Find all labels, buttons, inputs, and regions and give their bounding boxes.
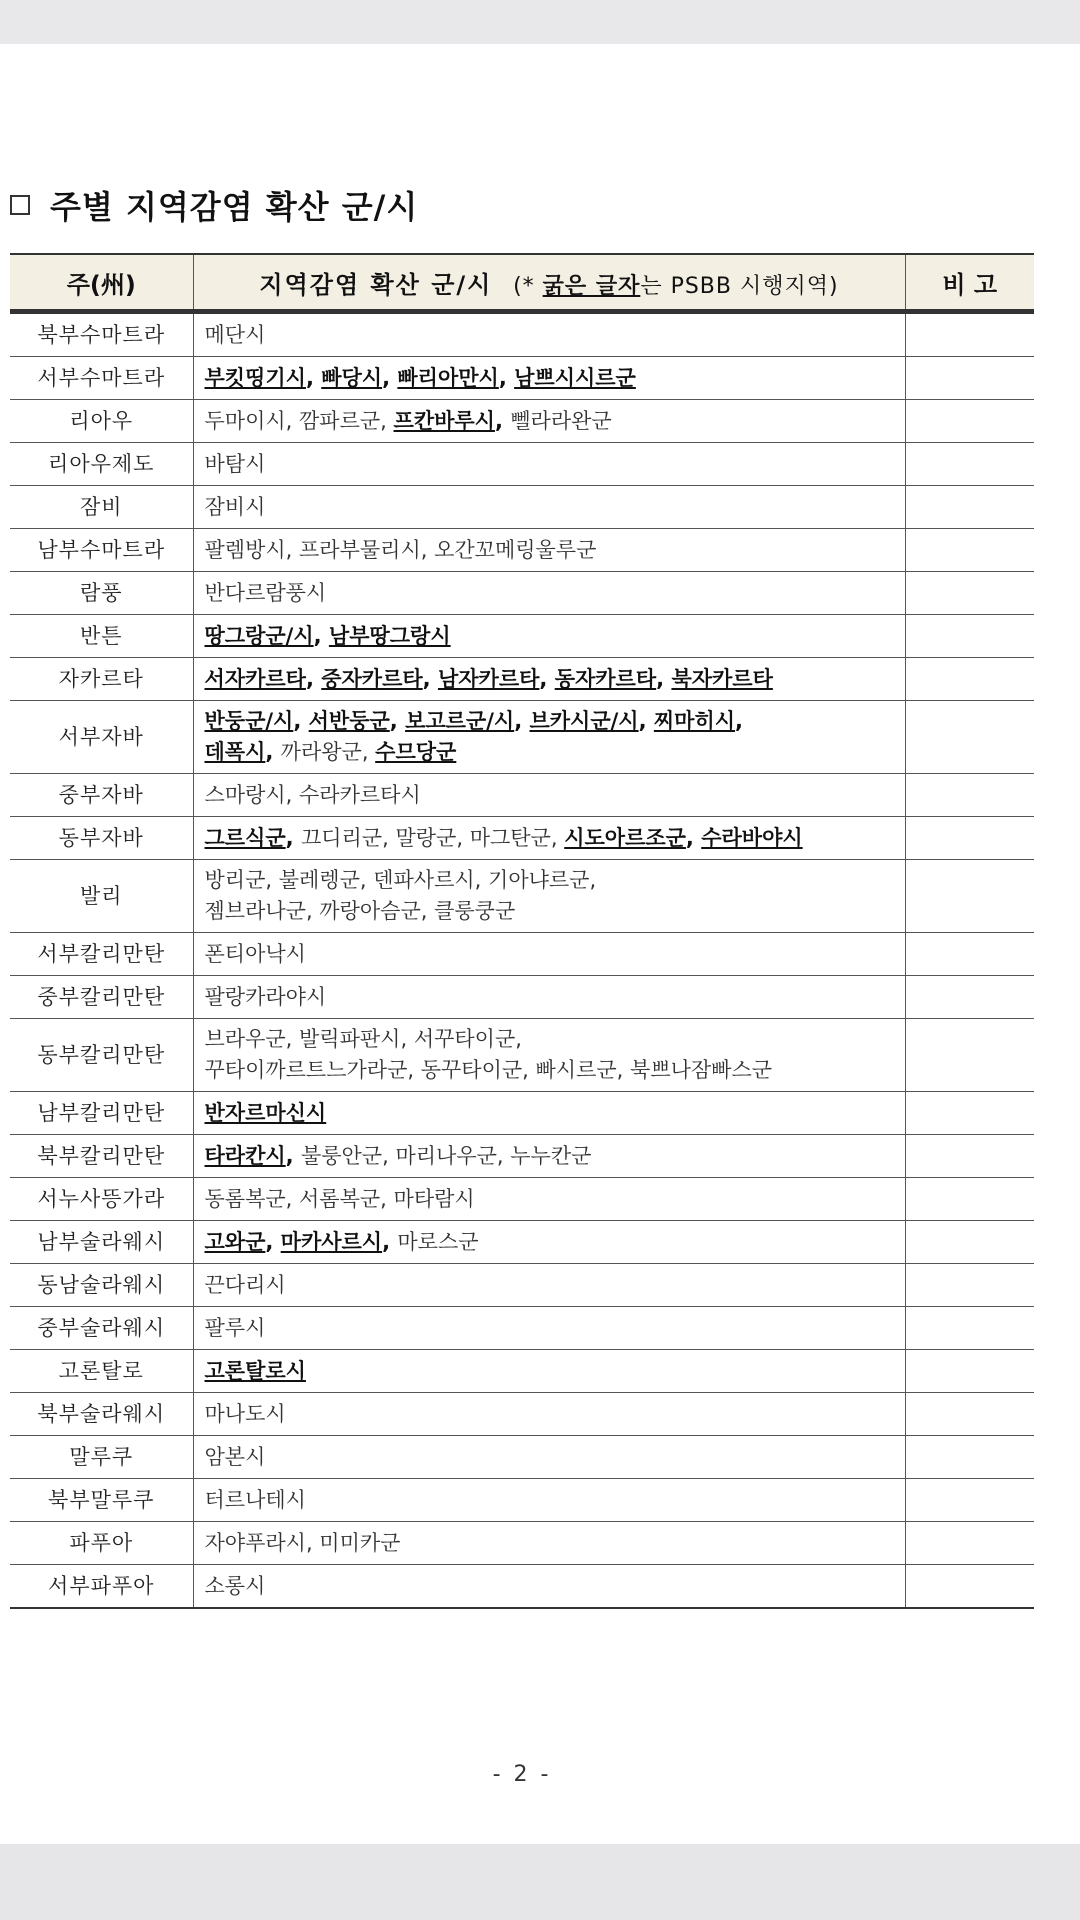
table-row xyxy=(10,400,1034,443)
psbb-city: 빠당시, xyxy=(321,365,398,390)
header-note-bold: 굵은 글자 xyxy=(542,273,641,299)
cities-cell xyxy=(193,976,905,1019)
viewer-bottom-bar xyxy=(0,1844,1080,1920)
province-cell: 서부자바 xyxy=(10,701,193,774)
table-body xyxy=(10,312,1034,1609)
psbb-city: 데폭시, xyxy=(204,740,281,764)
city: 동롬복군, xyxy=(204,1186,300,1211)
province-cell: 고론탈로 xyxy=(10,1350,193,1393)
city: 젬브라나군, xyxy=(204,899,320,923)
city: 서롬복군, xyxy=(299,1186,394,1211)
cities-cell xyxy=(193,1019,905,1092)
table-row xyxy=(10,1019,1034,1092)
psbb-city: 중자카르타, xyxy=(321,666,438,691)
city: 깜파르군, xyxy=(299,408,394,433)
table-row xyxy=(10,1092,1034,1135)
table-row xyxy=(10,615,1034,658)
province-cell: 리아우 xyxy=(10,400,193,443)
psbb-city: 동자카르타, xyxy=(554,666,672,691)
province-cell: 람풍 xyxy=(10,572,193,615)
psbb-city: 북자카르타 xyxy=(671,666,773,691)
city: 바탐시 xyxy=(204,451,266,476)
psbb-city: 반자르마신시 xyxy=(204,1100,327,1125)
cities-cell xyxy=(193,658,905,701)
remarks-cell xyxy=(905,1522,1034,1565)
section-heading xyxy=(10,182,418,228)
psbb-city: 타라칸시, xyxy=(204,1143,301,1168)
psbb-city: 그르식군, xyxy=(204,825,301,850)
psbb-city: 고론탈로시 xyxy=(204,1358,306,1383)
province-cell: 중부자바 xyxy=(10,774,193,817)
remarks-cell xyxy=(905,400,1034,443)
header-cities-label: 지역감염 확산 군/시 xyxy=(259,270,493,299)
psbb-city: 수므당군 xyxy=(375,740,457,764)
city: 말랑군, xyxy=(395,825,470,850)
remarks-cell xyxy=(905,1221,1034,1264)
table-row xyxy=(10,933,1034,976)
psbb-city: 시도아르조군, xyxy=(564,825,702,850)
city: 불룽안군, xyxy=(300,1143,396,1168)
province-cell: 남부술라웨시 xyxy=(10,1221,193,1264)
cities-cell xyxy=(193,400,905,443)
psbb-city: 찌마히시, xyxy=(653,709,744,733)
city: 마타람시 xyxy=(393,1186,475,1211)
table-row xyxy=(10,976,1034,1019)
city: 팔랑카라야시 xyxy=(204,984,327,1009)
table-row xyxy=(10,1178,1034,1221)
city: 팔렘방시, xyxy=(204,537,300,562)
province-cell: 남부칼리만탄 xyxy=(10,1092,193,1135)
cities-cell xyxy=(193,572,905,615)
city: 두마이시, xyxy=(204,408,300,433)
psbb-city: 보고르군/시, xyxy=(405,709,530,733)
remarks-cell xyxy=(905,1479,1034,1522)
cities-cell xyxy=(193,1565,905,1609)
city: 서꾸타이군, xyxy=(413,1027,522,1051)
cities-cell xyxy=(193,1178,905,1221)
cities-cell xyxy=(193,312,905,357)
table-row xyxy=(10,312,1034,357)
cities-cell xyxy=(193,1307,905,1350)
table-row xyxy=(10,1479,1034,1522)
city: 마그탄군, xyxy=(469,825,565,850)
psbb-city: 부킷띵기시, xyxy=(204,365,322,390)
city: 폰티아낙시 xyxy=(204,941,306,966)
table-row xyxy=(10,1307,1034,1350)
table-row xyxy=(10,860,1034,933)
province-cell: 발리 xyxy=(10,860,193,933)
province-cell: 서부파푸아 xyxy=(10,1565,193,1609)
cities-cell xyxy=(193,357,905,400)
cities-cell xyxy=(193,1393,905,1436)
remarks-cell xyxy=(905,1436,1034,1479)
city: 프라부물리시, xyxy=(299,537,435,562)
city: 동꾸타이군, xyxy=(420,1058,536,1082)
table-row xyxy=(10,701,1034,774)
header-cities xyxy=(193,254,905,312)
remarks-cell xyxy=(905,1350,1034,1393)
empty-checkbox-icon xyxy=(10,195,30,215)
table-row xyxy=(10,443,1034,486)
table-row xyxy=(10,486,1034,529)
city: 소롱시 xyxy=(204,1573,266,1598)
city: 발릭파판시, xyxy=(299,1027,414,1051)
psbb-city: 땅그랑군/시, xyxy=(204,623,329,648)
city: 방리군, xyxy=(204,868,279,892)
province-cell: 중부술라웨시 xyxy=(10,1307,193,1350)
psbb-city: 수라바야시 xyxy=(701,825,803,850)
province-cell: 리아우제도 xyxy=(10,443,193,486)
remarks-cell xyxy=(905,357,1034,400)
province-cell: 중부칼리만탄 xyxy=(10,976,193,1019)
remarks-cell xyxy=(905,658,1034,701)
table-row xyxy=(10,1350,1034,1393)
province-cell: 말루쿠 xyxy=(10,1436,193,1479)
psbb-city: 빠리아만시, xyxy=(397,365,515,390)
header-note: (* 굵은 글자는 PSBB 시행지역) xyxy=(513,273,839,299)
cities-cell xyxy=(193,486,905,529)
city: 미미카군 xyxy=(319,1530,401,1555)
cities-cell xyxy=(193,933,905,976)
cities-cell xyxy=(193,701,905,774)
city: 까라왕군, xyxy=(280,740,376,764)
city: 마나도시 xyxy=(204,1401,286,1426)
city: 기아냐르군, xyxy=(488,868,597,892)
province-cell: 동부칼리만탄 xyxy=(10,1019,193,1092)
psbb-city: 남자카르타, xyxy=(437,666,555,691)
remarks-cell xyxy=(905,572,1034,615)
cities-cell xyxy=(193,774,905,817)
remarks-cell xyxy=(905,1307,1034,1350)
psbb-city: 마카사르시, xyxy=(280,1229,398,1254)
city: 끈다리시 xyxy=(204,1272,286,1297)
remarks-cell xyxy=(905,774,1034,817)
province-cell: 동부자바 xyxy=(10,817,193,860)
table-row xyxy=(10,1565,1034,1609)
province-cell: 북부술라웨시 xyxy=(10,1393,193,1436)
city: 누누칸군 xyxy=(510,1143,592,1168)
city: 잠비시 xyxy=(204,494,266,519)
cities-cell xyxy=(193,817,905,860)
city: 암본시 xyxy=(204,1444,266,1469)
remarks-cell xyxy=(905,1019,1034,1092)
remarks-cell xyxy=(905,976,1034,1019)
province-cell: 북부말루쿠 xyxy=(10,1479,193,1522)
remarks-cell xyxy=(905,443,1034,486)
city: 덴파사르시, xyxy=(373,868,489,892)
cities-cell xyxy=(193,443,905,486)
province-cell: 서부수마트라 xyxy=(10,357,193,400)
cities-cell xyxy=(193,1092,905,1135)
remarks-cell xyxy=(905,529,1034,572)
infection-region-table xyxy=(10,253,1034,1609)
table-row xyxy=(10,1135,1034,1178)
cities-cell xyxy=(193,1221,905,1264)
city: 반다르람풍시 xyxy=(204,580,327,605)
province-cell: 잠비 xyxy=(10,486,193,529)
header-remarks: 비 고 xyxy=(905,254,1034,312)
header-province: 주(州) xyxy=(10,254,193,312)
psbb-city: 남부땅그랑시 xyxy=(328,623,451,648)
cities-cell xyxy=(193,1135,905,1178)
cities-cell xyxy=(193,1522,905,1565)
province-cell: 서누사뜽가라 xyxy=(10,1178,193,1221)
table-row xyxy=(10,1221,1034,1264)
province-cell: 반튼 xyxy=(10,615,193,658)
psbb-city: 반둥군/시, xyxy=(204,709,309,733)
province-cell: 서부칼리만탄 xyxy=(10,933,193,976)
province-cell: 북부칼리만탄 xyxy=(10,1135,193,1178)
cities-cell xyxy=(193,1350,905,1393)
remarks-cell xyxy=(905,1092,1034,1135)
city: 마로스군 xyxy=(397,1229,479,1254)
remarks-cell xyxy=(905,615,1034,658)
city: 꾸타이까르트느가라군, xyxy=(204,1058,421,1082)
remarks-cell xyxy=(905,817,1034,860)
cities-cell xyxy=(193,860,905,933)
psbb-city: 프칸바루시, xyxy=(393,408,511,433)
table-row xyxy=(10,357,1034,400)
city: 터르나테시 xyxy=(204,1487,306,1512)
table-row xyxy=(10,1436,1034,1479)
psbb-city: 고와군, xyxy=(204,1229,281,1254)
remarks-cell xyxy=(905,486,1034,529)
remarks-cell xyxy=(905,312,1034,357)
city: 오간꼬메링울루군 xyxy=(434,537,597,562)
cities-cell xyxy=(193,1479,905,1522)
remarks-cell xyxy=(905,860,1034,933)
city: 자야푸라시, xyxy=(204,1530,320,1555)
table-row xyxy=(10,774,1034,817)
psbb-city: 서자카르타, xyxy=(204,666,322,691)
remarks-cell xyxy=(905,1565,1034,1609)
province-cell: 남부수마트라 xyxy=(10,529,193,572)
city: 까랑아슴군, xyxy=(319,899,435,923)
province-cell: 북부수마트라 xyxy=(10,312,193,357)
remarks-cell xyxy=(905,1264,1034,1307)
table-row xyxy=(10,1522,1034,1565)
table-row xyxy=(10,529,1034,572)
city: 스마랑시, xyxy=(204,782,300,807)
province-cell: 파푸아 xyxy=(10,1522,193,1565)
cities-cell xyxy=(193,529,905,572)
remarks-cell xyxy=(905,1135,1034,1178)
city: 뻴라라완군 xyxy=(510,408,612,433)
city: 수라카르타시 xyxy=(299,782,421,807)
remarks-cell xyxy=(905,1178,1034,1221)
remarks-cell xyxy=(905,701,1034,774)
table-row xyxy=(10,1264,1034,1307)
section-title: 주별 지역감염 확산 군/시 xyxy=(50,188,419,226)
table-row xyxy=(10,817,1034,860)
cities-cell xyxy=(193,1264,905,1307)
remarks-cell xyxy=(905,933,1034,976)
city: 끄디리군, xyxy=(300,825,396,850)
city: 브라우군, xyxy=(204,1027,300,1051)
page-number: - 2 - xyxy=(492,1762,552,1787)
city: 팔루시 xyxy=(204,1315,266,1340)
city: 빠시르군, xyxy=(535,1058,631,1082)
table-row xyxy=(10,1393,1034,1436)
psbb-city: 남쁘시시르군 xyxy=(514,365,636,390)
psbb-city: 서반둥군, xyxy=(308,709,406,733)
city: 클룽쿵군 xyxy=(434,899,516,923)
province-cell: 동남술라웨시 xyxy=(10,1264,193,1307)
viewer-top-bar xyxy=(0,0,1080,45)
table-header-row xyxy=(10,254,1034,312)
city: 메단시 xyxy=(204,322,266,347)
cities-cell xyxy=(193,1436,905,1479)
table-row xyxy=(10,658,1034,701)
table-row xyxy=(10,572,1034,615)
psbb-city: 브카시군/시, xyxy=(529,709,654,733)
cities-cell xyxy=(193,615,905,658)
city: 불레렝군, xyxy=(278,868,374,892)
city: 북쁘나잠빠스군 xyxy=(630,1058,773,1082)
city: 마리나우군, xyxy=(395,1143,511,1168)
province-cell: 자카르타 xyxy=(10,658,193,701)
remarks-cell xyxy=(905,1393,1034,1436)
